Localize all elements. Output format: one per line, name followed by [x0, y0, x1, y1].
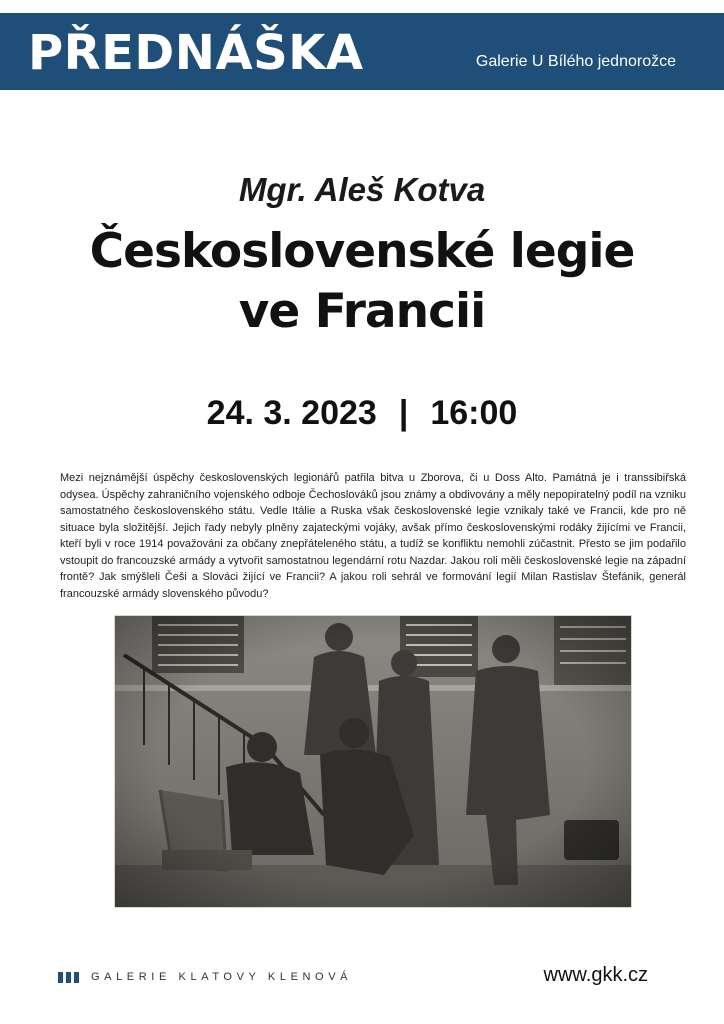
page-title: PŘEDNÁŠKA [28, 25, 364, 81]
lecturer-name: Mgr. Aleš Kotva [238, 171, 486, 208]
lecture-title-line-1: Československé legie [89, 224, 635, 279]
datetime-separator: | [398, 394, 409, 432]
venue-name: Galerie U Bílého jednorožce [475, 53, 676, 70]
event-time: 16:00 [430, 394, 518, 432]
lecture-title [10, 222, 714, 342]
event-datetime [0, 390, 724, 436]
lecture-title-line-2: ve Francii [238, 284, 486, 339]
historical-photo [114, 615, 632, 908]
lecture-description: Mezi nejznámější úspěchy československých legionářů patřila bitva u Zborova, či u Doss Alto. Památná je i transsibiřská odysea. Úspěchy zahraničního vojenského odboje Čechoslováků jsou známy a obdivovány a měly nepopiratelný podíl na vzniku samostatného československého státu. Vedle Itálie a Ruska však československé legie vznikaly také ve Francii, kde pro ně situace byla složitější. Jejich řady nebyly plněny zajateckými vojáky, avšak přímo československými rodáky žijícími ve Francii, kteří byli v roce 1914 považováni za občany znepřáteleného státu, a tudíž se konfliktu nemohli zúčastnit. Přesto se jim podařilo vstoupit do francouzské armády a vytvořit samostatnou legendární rotu Nazdar. Jakou roli měli československé legie na západní frontě? Jak smýšleli Češi a Slováci žijící ve Francii? A jakou roli sehrál ve formování legií Milan Rastislav Štefánik, generál francouzské armády slovenského původu? [60, 472, 686, 600]
gallery-brand-text: GALERIE KLATOVY KLENOVÁ [91, 971, 353, 983]
website-link[interactable]: www.gkk.cz [543, 964, 648, 986]
gallery-brand [58, 969, 352, 985]
event-date: 24. 3. 2023 [206, 394, 377, 432]
brand-bars-icon [58, 972, 79, 983]
